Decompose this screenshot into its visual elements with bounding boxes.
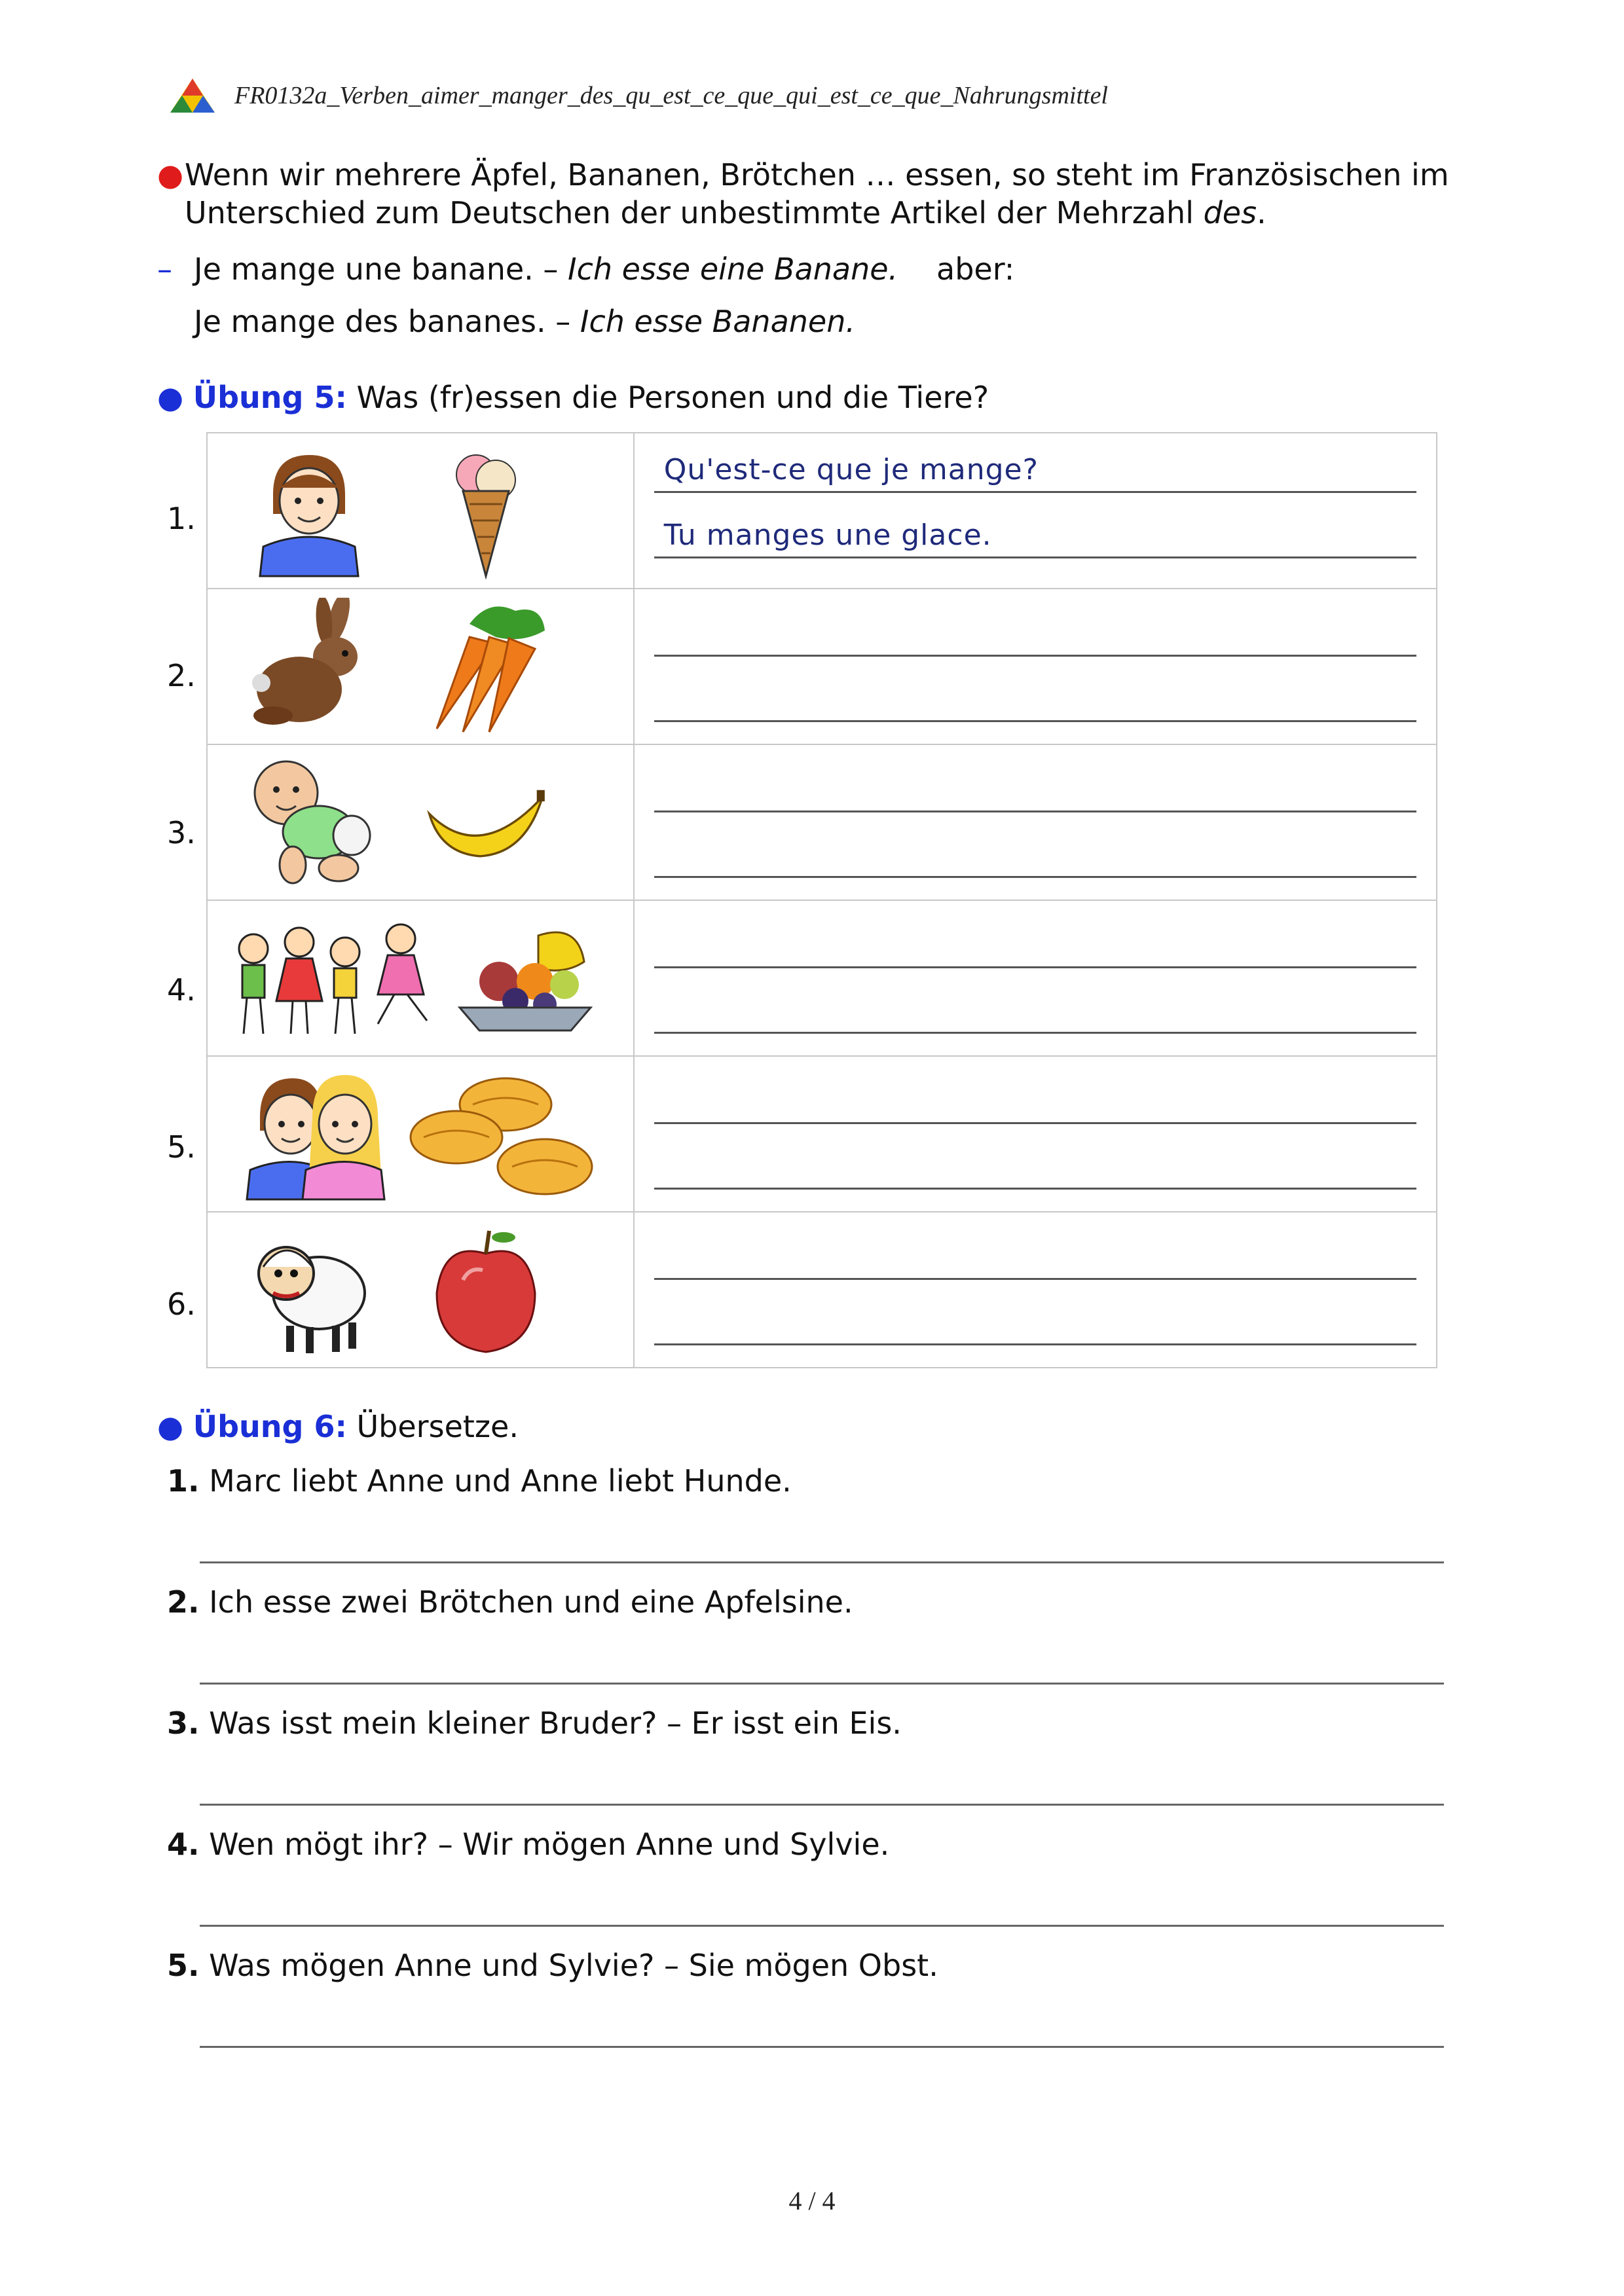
document-filename: FR0132a_Verben_aimer_manger_des_qu_est_ce_que_qui_est_ce_que_Nahrungsmittel [234, 82, 1108, 109]
example-1-french: Je mange une banane. – [194, 251, 568, 287]
intro-line-2-text: Unterschied zum Deutschen der unbestimmte Artikel der Mehrzahl [185, 195, 1204, 230]
picture-cell [207, 1212, 634, 1368]
exercise-6-label: Übung 6: [193, 1409, 347, 1444]
answer-line[interactable] [654, 966, 1416, 968]
example-2 [194, 302, 855, 340]
example-dash [157, 250, 172, 288]
answer-line[interactable] [654, 556, 1416, 558]
dash-icon: – [157, 251, 172, 287]
list-item [167, 1948, 938, 1983]
intro-bullet [157, 156, 183, 194]
row-number: 4. [167, 972, 196, 1008]
children-icon [231, 909, 440, 1047]
table-row [207, 433, 1437, 589]
answer-line[interactable] [200, 1561, 1444, 1563]
answer-cell[interactable] [634, 900, 1437, 1056]
carrots-icon [424, 598, 548, 735]
row-number: 3. [167, 815, 196, 850]
page-number: 4 / 4 [788, 2186, 836, 2215]
intro-period: . [1257, 195, 1266, 230]
answer-cell[interactable] [634, 589, 1437, 744]
answer-line[interactable] [654, 1188, 1416, 1190]
document-header [169, 77, 1108, 114]
exercise-5-table [206, 432, 1437, 1368]
list-item [167, 1705, 902, 1741]
ice-cream-icon [424, 442, 548, 579]
answer-line[interactable] [654, 655, 1416, 657]
example-aber: aber: [936, 251, 1015, 287]
table-row [207, 589, 1437, 744]
sheep-icon [247, 1221, 371, 1358]
fruit-bowl-icon [453, 909, 597, 1047]
row-number: 5. [167, 1129, 196, 1165]
example-2-german: Ich esse Bananen. [580, 304, 855, 339]
answer-line[interactable] [200, 1683, 1444, 1685]
answer-line[interactable] [654, 1032, 1416, 1034]
apple-icon [424, 1221, 548, 1358]
banana-icon [424, 754, 548, 891]
example-1 [194, 250, 898, 288]
answer-cell[interactable] [634, 1056, 1437, 1212]
answer-line[interactable] [200, 2046, 1444, 2048]
bread-rolls-icon [407, 1065, 597, 1203]
exercise-5-instruction: Was (fr)essen die Personen und die Tiere? [356, 380, 989, 415]
table-row [207, 900, 1437, 1056]
answer-line[interactable] [654, 720, 1416, 722]
item-text: Wen mögt ihr? – Wir mögen Anne und Sylvie. [209, 1827, 890, 1862]
picture-cell [207, 1056, 634, 1212]
picture-cell [207, 744, 634, 900]
row-number: 2. [167, 658, 196, 693]
exercise-5-label: Übung 5: [193, 380, 347, 415]
answer-line[interactable] [654, 1278, 1416, 1280]
blue-bullet-icon: ● [157, 380, 193, 415]
answer-question: Qu'est-ce que je mange? [663, 453, 1039, 486]
answer-line[interactable] [200, 1804, 1444, 1806]
answer-line[interactable] [654, 811, 1416, 812]
list-item [167, 1584, 853, 1620]
logo-icon [169, 77, 216, 114]
exercise-6-instruction: Übersetze. [356, 1409, 519, 1444]
item-text: Marc liebt Anne und Anne liebt Hunde. [209, 1463, 792, 1499]
red-bullet-icon: ● [157, 157, 184, 192]
example-1-german: Ich esse eine Banane. [568, 251, 898, 287]
rabbit-icon [247, 598, 371, 735]
exercise-6-heading [157, 1408, 519, 1446]
answer-line[interactable] [200, 1925, 1444, 1927]
item-number: 2. [167, 1584, 200, 1620]
intro-des: des [1203, 195, 1257, 230]
row-number: 6. [167, 1286, 196, 1322]
answer-line[interactable] [654, 1343, 1416, 1345]
answer-line[interactable] [654, 1122, 1416, 1124]
item-text: Was isst mein kleiner Bruder? – Er isst ein Eis. [209, 1705, 902, 1741]
item-text: Ich esse zwei Brötchen und eine Apfelsine. [209, 1584, 853, 1620]
picture-cell [207, 900, 634, 1056]
exercise-5-heading [157, 378, 989, 416]
table-row [207, 1212, 1437, 1368]
list-item [167, 1827, 889, 1862]
answer-response: Tu manges une glace. [663, 519, 992, 552]
picture-cell [207, 433, 634, 589]
list-item [167, 1463, 792, 1499]
couple-icon [244, 1065, 388, 1203]
answer-cell[interactable] [634, 1212, 1437, 1368]
example-2-french: Je mange des bananes. – [194, 304, 580, 339]
item-number: 1. [167, 1463, 200, 1499]
blue-bullet-icon: ● [157, 1409, 193, 1444]
table-row [207, 1056, 1437, 1212]
answer-line[interactable] [654, 491, 1416, 493]
item-text: Was mögen Anne und Sylvie? – Sie mögen Obst. [209, 1948, 938, 1983]
answer-cell[interactable] [634, 433, 1437, 589]
answer-cell[interactable] [634, 744, 1437, 900]
item-number: 5. [167, 1948, 200, 1983]
item-number: 3. [167, 1705, 200, 1741]
row-number: 1. [167, 501, 196, 536]
picture-cell [207, 589, 634, 744]
table-row [207, 744, 1437, 900]
intro-line-1: Wenn wir mehrere Äpfel, Bananen, Brötchen … essen, so steht im Französischen im [185, 157, 1449, 192]
item-number: 4. [167, 1827, 200, 1862]
baby-icon [247, 754, 371, 891]
answer-line[interactable] [654, 876, 1416, 878]
intro-line-2 [185, 194, 1266, 232]
boy-icon [247, 442, 371, 579]
